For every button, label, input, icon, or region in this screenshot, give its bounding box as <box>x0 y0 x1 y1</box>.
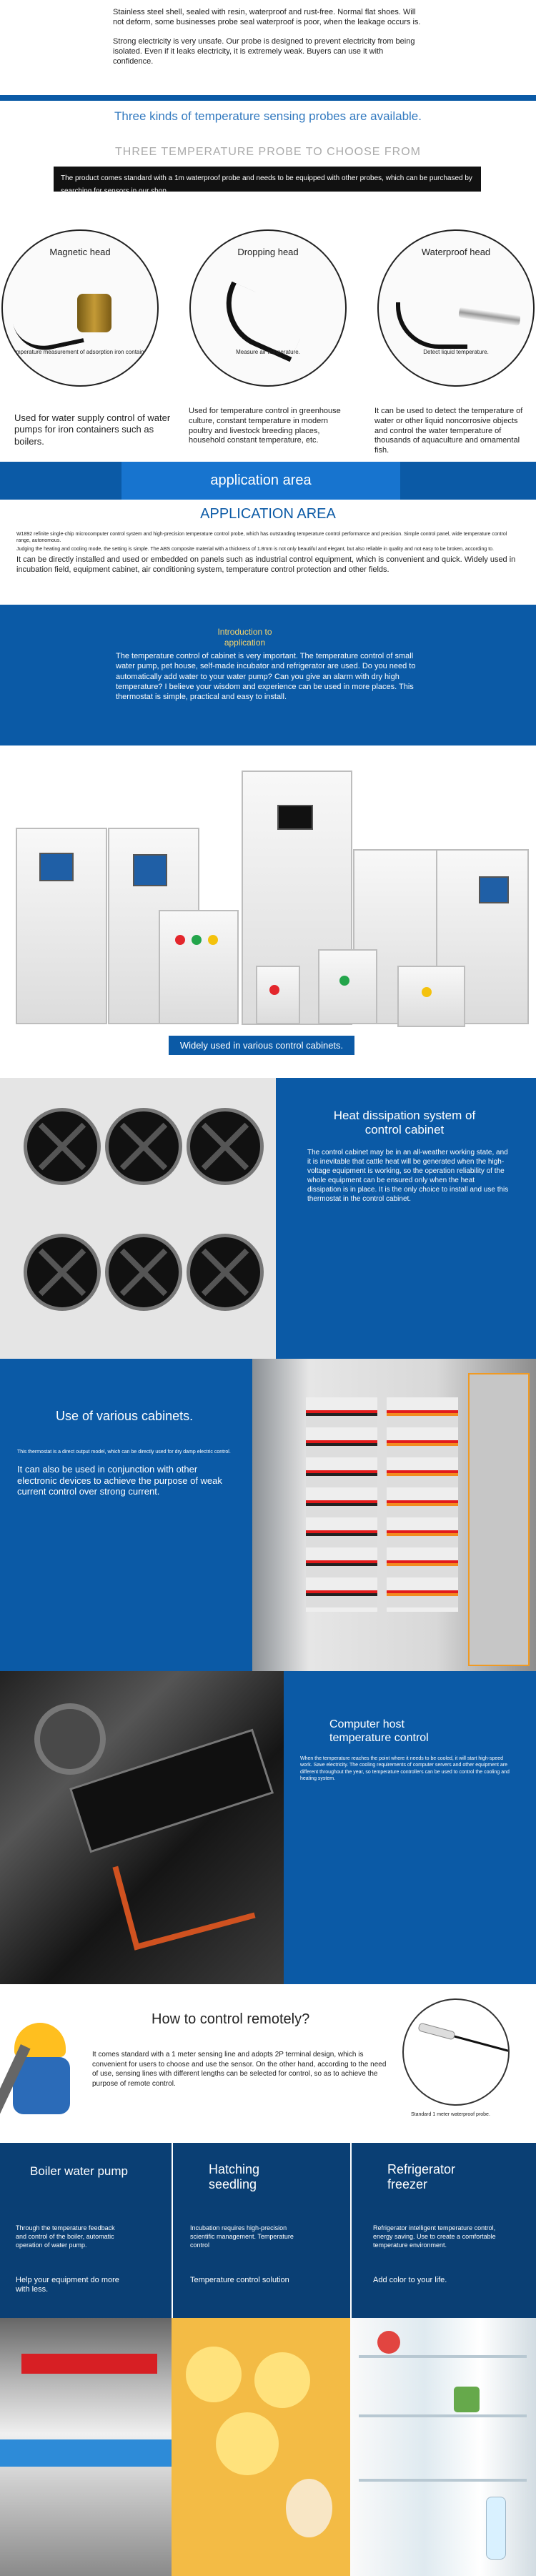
fan-cabinet-image <box>0 1078 276 1359</box>
pipe-image <box>21 2354 157 2374</box>
indicator-light-image <box>422 987 432 997</box>
top-paragraph: Stainless steel shell, sealed with resin, waterproof and rust-free. Normal flat shoes. Will not deform, some businesses probe seal waterproof is poor, when the leakage occurs is. <box>113 8 421 27</box>
probe-note: Measure air temperature. <box>236 349 300 355</box>
pipe-image <box>0 2439 172 2467</box>
remote-title: How to control remotely? <box>152 2011 310 2027</box>
cabinet-image <box>159 910 239 1024</box>
host-text-panel <box>284 1671 536 1984</box>
cabinet-gallery <box>0 745 536 1078</box>
food-image <box>377 2331 400 2354</box>
fan-image <box>105 1108 182 1185</box>
intro-section <box>0 605 536 745</box>
application-title: APPLICATION AREA <box>200 506 336 522</box>
computer-parts-image <box>0 1671 284 1984</box>
shelf-image <box>359 2414 527 2417</box>
top-text-block <box>0 0 536 93</box>
fan-image <box>105 1234 182 1311</box>
cooler-image <box>34 1703 106 1775</box>
indicator-light-image <box>339 976 349 986</box>
computer-host-section <box>0 1671 536 1984</box>
probe-section <box>0 101 536 462</box>
intro-text: The temperature control of cabinet is very important. The temperature control of small water pump, pet house, self-made incubator and refrigerator are used. Do you need to automatically add water to your water pump? Can you give an alarm with dry high temperature? I believe your wisdom and experience can be used in more places. This thermostat is simple, practical and easy to install. <box>116 652 416 702</box>
wiring-panel-image <box>387 1397 458 1612</box>
chicks-photo <box>172 2318 350 2576</box>
heat-title: Heat dissipation system of control cabinet <box>333 1109 476 1137</box>
application-area <box>0 462 536 605</box>
dropping-probe-circle <box>189 229 347 387</box>
application-paragraph: Judging the heating and cooling mode, the setting is simple. The ABS composite material with a thickness of 1.8mm is not only beautiful and elegant, but also reliable in quality and not easy to be broken, according to. <box>16 547 494 552</box>
indicator-light-image <box>269 985 279 995</box>
worker-image <box>0 1993 80 2131</box>
probe-note: Temperature measurement of adsorption iron container. <box>9 349 151 355</box>
food-image <box>454 2387 480 2412</box>
cabinet-screen-image <box>133 854 167 886</box>
cabinet-image <box>256 966 300 1024</box>
probe-banner <box>54 167 481 195</box>
blue-divider <box>0 95 536 101</box>
intro-title: Introduction to application <box>217 627 272 648</box>
column-hatching <box>172 2143 350 2576</box>
probe-section-subtitle: THREE TEMPERATURE PROBE TO CHOOSE FROM <box>115 146 421 158</box>
column-header <box>0 2143 172 2318</box>
cabinet-label: Widely used in various control cabinets. <box>169 1036 354 1055</box>
wiring-panel-image <box>306 1397 377 1612</box>
column-small-text: Incubation requires high-precision scientific management. Temperature control <box>190 2224 294 2249</box>
probe-caption: Used for temperature control in greenhouse culture, constant temperature in modern poultry and livestock breeding places, household constant temperature, etc. <box>189 407 341 445</box>
heat-text: The control cabinet may be in an all-weather working state, and it is inevitable that cattle heat will be generated when the high-voltage equipment is working, so the operation reliability of the whole equipment can be ensured only when the heat dissipation is in place. It is the only choice to install and use this thermostat in the control cabinet. <box>307 1149 509 1203</box>
indicator-light-image <box>175 935 185 945</box>
various-text-panel <box>0 1359 252 1671</box>
host-title: Computer host temperature control <box>329 1718 429 1745</box>
bottle-image <box>486 2497 506 2560</box>
heat-dissipation-section <box>0 1078 536 1359</box>
column-small-text: Refrigerator intelligent temperature control, energy saving. Use to create a comfortable temperature environment. <box>373 2224 496 2249</box>
probe-section-title: Three kinds of temperature sensing probes are available. <box>114 109 422 123</box>
indicator-light-image <box>208 935 218 945</box>
boiler-photo <box>0 2318 172 2576</box>
waterproof-tip-image <box>458 307 520 326</box>
refrigerator-photo <box>350 2318 536 2576</box>
waterproof-probe-circle <box>377 229 535 387</box>
cabinet-door-image <box>468 1373 530 1666</box>
top-paragraph: Strong electricity is very unsafe. Our probe is designed to prevent electricity from being isolated. Even if it leaks electricity, it is extremely weak. Buyers can use it with confidence. <box>113 37 415 66</box>
cabinet-image <box>318 949 377 1024</box>
fan-image <box>187 1234 264 1311</box>
probe-caption: It can be used to detect the temperature of water or other liquid noncorrosive objects and control the water temperature of thousands of aquaculture and ornamental fish. <box>374 407 523 455</box>
various-cabinets-section <box>0 1359 536 1671</box>
application-paragraph: It can be directly installed and used or embedded on panels such as industrial control equipment, which is convenient and quick. Widely used in incubation field, equipment cabinet, air conditioning system, temperature control protection and other fields. <box>16 555 516 575</box>
column-text: Temperature control solution <box>190 2276 289 2284</box>
remote-text: It comes standard with a 1 meter sensing line and adopts 2P terminal design, which is convenient for users to choose and use the sensor. On the other hand, according to the need of use, sensing lines with different lengths can be selected for control, so as to achieve the purpose of remote control. <box>92 2051 387 2088</box>
magnetic-probe-circle <box>1 229 159 387</box>
cabinet-screen-image <box>39 853 74 881</box>
heat-text-panel <box>276 1078 536 1359</box>
application-columns <box>0 2143 536 2576</box>
application-tab <box>0 462 536 500</box>
column-header <box>350 2143 536 2318</box>
column-small-text: Through the temperature feedback and control of the boiler, automatic operation of water pump. <box>16 2224 115 2249</box>
probe-caption: Used for water supply control of water pumps for iron containers such as boilers. <box>14 412 171 447</box>
column-title: Hatching seedling <box>209 2162 260 2191</box>
host-text: When the temperature reaches the point where it needs to be cooled, it will start high-speed work. Save electricity. The cooling requirements of computer servers and other equipment are different throughout the year, so temperature controllers can be used to control the cooling and heating system. <box>300 1756 510 1782</box>
remote-probe-label: Standard 1 meter waterproof probe. <box>411 2112 490 2117</box>
cabinet-image <box>397 966 465 1027</box>
chick-image <box>186 2347 242 2402</box>
shelf-image <box>359 2479 527 2482</box>
probe-tip-image <box>417 2022 455 2040</box>
column-text: Help your equipment do more with less. <box>16 2276 119 2294</box>
application-paragraph: W1892 refinite single-chip microcomputer control system and high-precision temperature control probe, which has outstanding temperature control performance and precision. Simple control panel, wide temperature control range, autonomous. <box>16 532 507 544</box>
chick-image <box>254 2352 310 2408</box>
remote-probe-circle <box>402 1998 510 2106</box>
cabinet-screen-image <box>277 805 313 830</box>
various-text: It can also be used in conjunction with other electronic devices to achieve the purpose of weak current control over strong current. <box>17 1464 222 1497</box>
fan-image <box>24 1108 101 1185</box>
magnetic-head-image <box>77 294 111 332</box>
open-cabinet-image <box>252 1359 536 1671</box>
column-title: Refrigerator freezer <box>387 2162 456 2191</box>
egg-image <box>286 2479 332 2537</box>
cabinet-screen-image <box>479 876 509 903</box>
remote-control-section <box>0 1984 536 2143</box>
probe-title: Waterproof head <box>421 247 491 257</box>
probe-title: Magnetic head <box>49 247 111 257</box>
column-title: Boiler water pump <box>30 2164 129 2178</box>
probe-note: Detect liquid temperature. <box>423 349 489 355</box>
column-text: Add color to your life. <box>373 2276 447 2284</box>
probe-title: Dropping head <box>237 247 299 257</box>
cable-bundle-image <box>112 1835 255 1950</box>
shelf-image <box>359 2355 527 2358</box>
chick-image <box>216 2412 279 2475</box>
cable-image <box>396 302 467 349</box>
indicator-light-image <box>192 935 202 945</box>
fan-image <box>24 1234 101 1311</box>
various-small-text: This thermostat is a direct output model, which can be directly used for dry damp electric control. <box>17 1450 231 1455</box>
application-tab-label: application area <box>121 462 400 500</box>
column-header <box>172 2143 350 2318</box>
column-refrigerator <box>350 2143 536 2576</box>
fan-image <box>187 1108 264 1185</box>
various-title: Use of various cabinets. <box>56 1409 194 1423</box>
probe-banner-text: The product comes standard with a 1m waterproof probe and needs to be equipped with other probes, which can be purchased by searching for sensors in our shop. <box>61 174 472 195</box>
column-boiler <box>0 2143 172 2576</box>
